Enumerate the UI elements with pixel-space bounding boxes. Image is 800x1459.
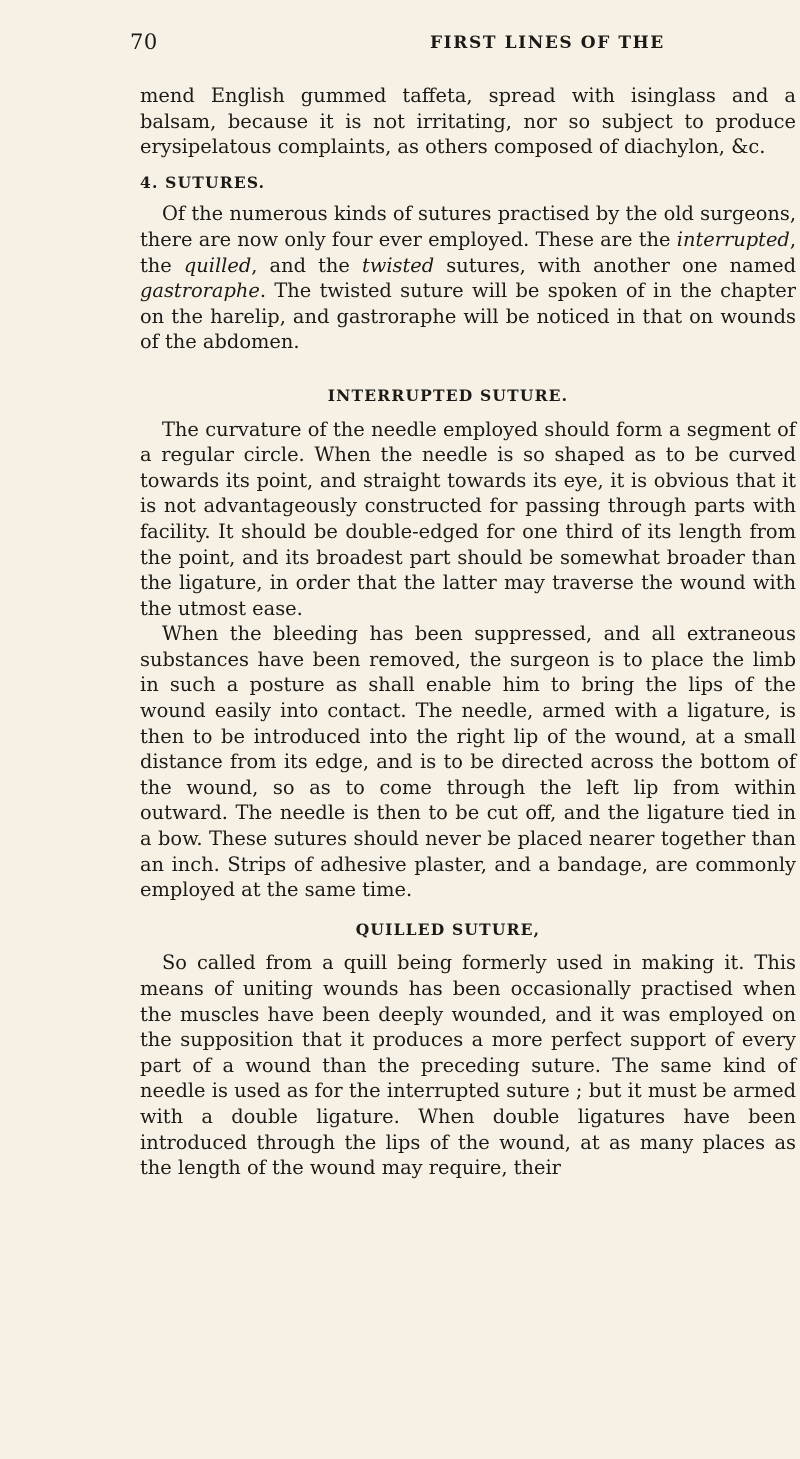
text-run: , the [140,227,796,277]
term-quilled: quilled [183,253,252,277]
term-gastroraphe: gastroraphe [140,279,260,303]
paragraph-quilled-suture: So called from a quill being formerly used in making it. This means of uniting wounds has been occasionally practised when the muscles have been deeply wounded, and it was employed on the supposition that it produces a more perfect support of every part of a wound than the preceding suture. The same kind of needle is used as for the interrupted suture ; but it must be armed with a double ligature. When double ligatures have been introduced through the lips of the wound, at as many places as the length of the wound may require, their [140,951,796,1180]
page-number: 70 [130,30,158,54]
paragraph-kinds-of-sutures [140,201,796,355]
running-head-title: FIRST LINES OF THE [430,33,665,53]
running-head [130,30,790,64]
text-run: , and the [251,253,362,277]
paragraph-bleeding-suppressed: When the bleeding has been suppressed, and all extraneous substances have been removed, the surgeon is to place the limb in such a posture as shall enable him to bring the lips of the wound easily into contact. The needle, armed with a ligature, is then to be introduced into the right lip of the wound, at a small distance from its edge, and is to be directed across the bottom of the wound, so as to come through the left lip from within outward. The needle is then to be cut off, and the ligature tied in a bow. These sutures should never be placed nearer together than an inch. Strips of adhesive plaster, and a bandage, are commonly employed at the same time. [140,622,796,902]
text-run: Of the numerous kinds of sutures practised by the old surgeons, there are now only four ever employed. These are the [140,202,796,251]
heading-sutures: 4. SUTURES. [140,172,266,192]
term-twisted: twisted [361,253,435,277]
heading-interrupted-suture: INTERRUPTED SUTURE. [327,385,569,405]
text-run: sutures, with another one named [434,253,797,277]
paragraph-balsam: mend English gummed taffeta, spread with isinglass and a balsam, because it is not irritating, nor so subject to produce erysipelatous complaints, as others composed of diachylon, &c. [140,84,796,159]
text-run: . The twisted suture will be spoken of in the chapter on the harelip, and gastroraphe will be noticed in that on wounds of the abdomen. [140,279,796,354]
term-interrupted: interrupted [676,227,790,251]
heading-quilled-suture: QUILLED SUTURE, [355,919,541,939]
body-text [140,83,796,1181]
paragraph-needle-curvature: The curvature of the needle employed should form a segment of a regular circle. When the needle is so shaped as to be curved towards its point, and straight towards its eye, it is obvious that it is not advantageously constructed for passing through parts with facility. It should be double-edged for one third of its length from the point, and its broadest part should be somewhat broader than the ligature, in order that the latter may traverse the wound with the utmost ease. [140,417,796,620]
